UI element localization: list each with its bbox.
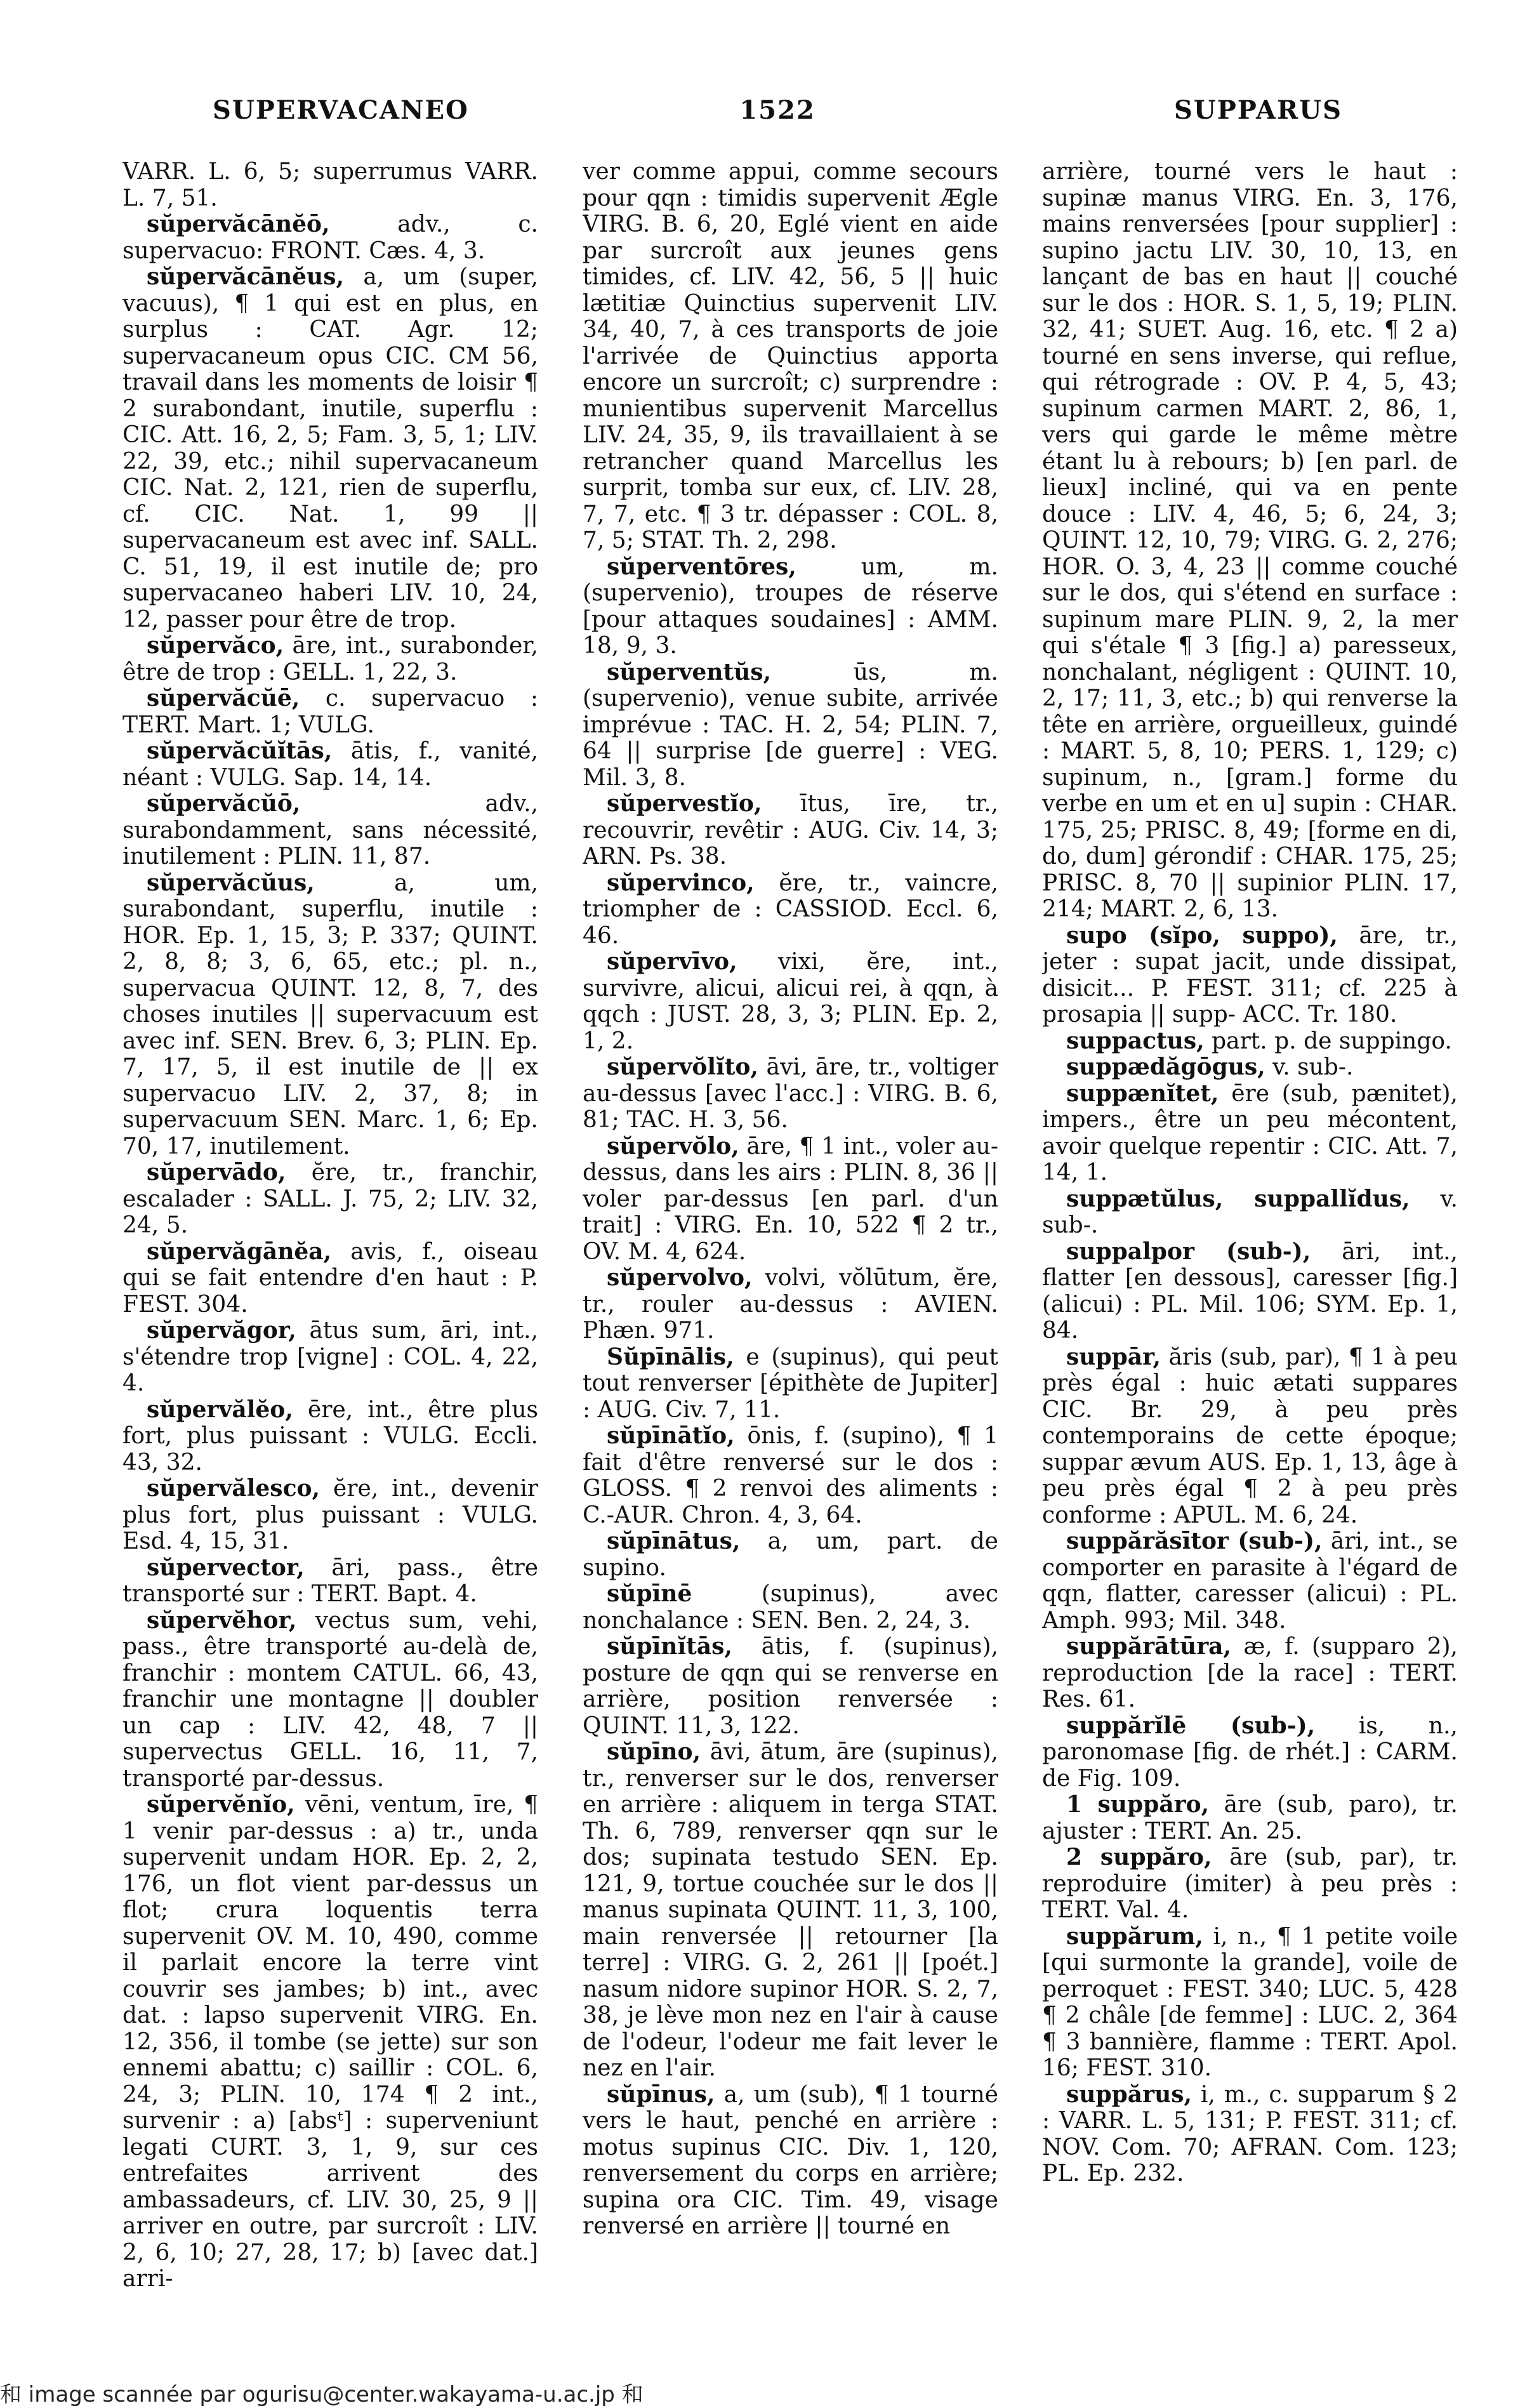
entry-definition: āre, ¶ 1 int., voler au-dessus, dans les airs : PLIN. 8, 36 || voler par-dessus [en parl. d'un trait] : VIRG. En. 10, 522 ¶ 2 tr., OV. M. 4, 624. [583, 1133, 998, 1265]
headword: sŭpīno, [607, 1738, 701, 1765]
entry-definition: ātis, f., vanité, néant : VULG. Sap. 14, 14. [122, 738, 538, 791]
entry-definition: āvi, āre, tr., voltiger au-dessus [avec l'acc.] : VIRG. B. 6, 81; TAC. H. 3, 56. [583, 1054, 998, 1133]
entry-definition: āri, pass., être transporté sur : TERT. Bapt. 4. [122, 1554, 538, 1607]
dictionary-entry [583, 791, 998, 870]
dictionary-entry [583, 1528, 998, 1581]
column-right [1042, 159, 1458, 2298]
entry-definition: (supinus), avec nonchalance : SEN. Ben. 2, 24, 3. [583, 1581, 998, 1634]
headword: sŭperventŭs, [607, 658, 772, 685]
headword: sŭpervăco, [147, 632, 284, 659]
dictionary-entry [122, 1318, 538, 1397]
headword: suppār, [1066, 1343, 1161, 1370]
dictionary-entry [122, 791, 538, 870]
headword: sŭpervăgor, [147, 1317, 296, 1344]
dictionary-entry [1042, 923, 1458, 1028]
dictionary-entry [122, 738, 538, 791]
headword: sŭpīnē [607, 1580, 692, 1607]
headword: sŭpervŏlĭto, [607, 1054, 758, 1080]
entry-definition: um, m. (supervenio), troupes de réserve [pour attaques soudaines] : AMM. 18, 9, 3. [583, 553, 998, 659]
entry-definition: ăris (sub, par), ¶ 1 à peu près égal : huic ætati suppares CIC. Br. 29, à peu près contemporains de cette époque; suppar ævum AUS. Ep. 1, 13, âge à peu près égal ¶ 2 à peu près conforme : APUL. M. 6, 24. [1042, 1344, 1458, 1528]
dictionary-entry [583, 1423, 998, 1528]
entry-definition: āri, int., flatter [en dessous], caresser [fig.] (alicui) : PL. Mil. 106; SYM. Ep. 1, 84. [1042, 1238, 1458, 1344]
dictionary-entry [1042, 1344, 1458, 1529]
headword: suppărus, [1066, 2081, 1192, 2108]
dictionary-entry [1042, 1844, 1458, 1924]
entry-definition: ūs, m. (supervenio), venue subite, arrivée imprévue : TAC. H. 2, 54; PLIN. 7, 64 || surprise [de guerre] : VEG. Mil. 3, 8. [583, 659, 998, 791]
dictionary-entry [583, 159, 998, 554]
headword: sŭpervăcŭē, [147, 685, 300, 711]
dictionary-entry [1042, 159, 1458, 923]
entry-definition: a, um, surabondant, superflu, inutile : HOR. Ep. 1, 15, 3; P. 337; QUINT. 2, 8, 8; 3, 6, 65, etc.; pl. n., supervacua QUINT. 12, 8, 7, des choses inutiles || supervacuum est avec inf. SEN. Brev. 6, 3; PLIN. Ep. 7, 17, 5, il est inutile de || ex supervacuo LIV. 2, 37, 8; in supervacuum SEN. Marc. 1, 6; Ep. 70, 17, inutilement. [122, 870, 538, 1160]
headword: suppărĭlē (sub-), [1066, 1712, 1316, 1739]
headword: sŭpīnus, [607, 2081, 715, 2108]
dictionary-entry [1042, 1528, 1458, 1634]
page-number: 1522 [739, 95, 816, 125]
headword: sŭpervādo, [147, 1159, 286, 1186]
dictionary-entry [122, 1608, 538, 1792]
entry-definition: vēni, ventum, īre, ¶ 1 venir par-dessus : a) tr., unda supervenit undam HOR. Ep. 2, 2, 176, un flot vient par-dessus un flot; crura loquentis terra supervenit OV. M. 10, 490, comme il parlait encore la terre vint couvrir ses jambes; b) int., avec dat. : lapso supervenit VIRG. En. 12, 356, il tombe (se jette) sur son ennemi abattu; c) saillir : COL. 6, 24, 3; PLIN. 10, 174 ¶ 2 int., survenir : a) [absᵗ] : superveniunt legati CURT. 3, 1, 9, sur ces entrefaites arrivent des ambassadeurs, cf. LIV. 30, 25, 9 || arriver en outre, par surcroît : LIV. 2, 6, 10; 27, 28, 17; b) [avec dat.] arri- [122, 1792, 538, 2292]
dictionary-entry [583, 949, 998, 1054]
headword: sŭpervinco, [607, 869, 755, 896]
headword: sŭpīnātĭo, [607, 1422, 735, 1449]
headword: suppætŭlus, suppallĭdus, [1066, 1185, 1410, 1212]
scan-credit: 和 image scannée par ogurisu@center.wakayama-u.ac.jp 和 [0, 2382, 644, 2407]
entry-definition: a, um, part. de supino. [583, 1528, 998, 1581]
headword: suppænĭtet, [1066, 1080, 1219, 1107]
headword: suppædăgōgus, [1066, 1054, 1265, 1080]
dictionary-entry [583, 659, 998, 791]
dictionary-entry [122, 1160, 538, 1239]
headword: suppărātūra, [1066, 1633, 1232, 1660]
entry-definition: āre, int., surabonder, être de trop : GELL. 1, 22, 3. [122, 633, 538, 685]
headword: sŭperventōres, [607, 553, 796, 580]
entry-definition: avis, f., oiseau qui se fait entendre d'en haut : P. FEST. 304. [122, 1238, 538, 1318]
dictionary-entry [1042, 1239, 1458, 1344]
dictionary-entry [122, 1397, 538, 1476]
entry-definition: i, n., ¶ 1 petite voile [qui surmonte la grande], voile de perroquet : FEST. 340; LUC. 5, 428 ¶ 2 châle [de femme] : LUC. 2, 364 ¶ 3 bannière, flamme : TERT. Apol. 16; FEST. 310. [1042, 1923, 1458, 2081]
dictionary-entry [1042, 1186, 1458, 1239]
entry-definition: v. sub-. [1042, 1186, 1458, 1238]
entry-definition: ēre, int., être plus fort, plus puissant : VULG. Eccli. 43, 32. [122, 1396, 538, 1476]
dictionary-entry [583, 1265, 998, 1344]
entry-definition: vixi, ĕre, int., survivre, alicui, alicui rei, à qqn, à qqch : JUST. 28, 3, 3; PLIN. Ep. 2, 1, 2. [583, 949, 998, 1054]
dictionary-entry [1042, 1792, 1458, 1844]
headword: suppărum, [1066, 1922, 1203, 1950]
headword: 2 suppăro, [1066, 1844, 1212, 1870]
dictionary-entry [583, 1581, 998, 1634]
headword: sŭpervector, [147, 1554, 305, 1581]
headword: sŭpervŏlo, [607, 1132, 739, 1160]
dictionary-entry [1042, 1634, 1458, 1713]
headword: sŭpervăcŭō, [147, 790, 301, 817]
headword: sŭpervestĭo, [607, 790, 762, 817]
entry-definition: part. p. de suppingo. [1212, 1028, 1452, 1054]
entry-definition: āre (sub, par), tr. reproduire (imiter) à peu près : TERT. Val. 4. [1042, 1844, 1458, 1923]
dictionary-entry [1042, 1081, 1458, 1186]
dictionary-entry [122, 870, 538, 1160]
column-left [122, 159, 538, 2298]
entry-definition: ĕre, tr., franchir, escalader : SALL. J. 75, 2; LIV. 32, 24, 5. [122, 1160, 538, 1238]
entry-definition: c. supervacuo : TERT. Mart. 1; VULG. [122, 685, 538, 738]
header-last-word: SUPPARUS [1173, 95, 1342, 125]
entry-definition: ātis, f. (supinus), posture de qqn qui se renverse en arrière, position renversée : QUINT. 11, 3, 122. [583, 1634, 998, 1739]
dictionary-entry [583, 870, 998, 949]
headword: sŭpervĕnĭo, [147, 1791, 295, 1818]
entry-definition: adv., c. supervacuo: FRONT. Cæs. 4, 3. [122, 211, 538, 264]
entry-definition: ītus, īre, tr., recouvrir, revêtir : AUG. Civ. 14, 3; ARN. Ps. 38. [583, 791, 998, 870]
headword: suppărăsītor (sub-), [1066, 1528, 1323, 1554]
dictionary-entry [1042, 1924, 1458, 2082]
header-first-word: SUPERVACANEO [213, 95, 469, 125]
entry-definition: āre (sub, paro), tr. ajuster : TERT. An. 25. [1042, 1792, 1458, 1844]
dictionary-entry [122, 264, 538, 633]
dictionary-entry [1042, 1028, 1458, 1055]
entry-definition: āri, int., se comporter en parasite à l'égard de qqn, flatter, caresser (alicui) : PL. Amph. 993; Mil. 348. [1042, 1528, 1458, 1634]
headword: sŭpervăcŭus, [147, 869, 315, 896]
headword: supo (sĭpo, suppo), [1066, 922, 1338, 949]
entry-definition: a, um (sub), ¶ 1 tourné vers le haut, penché en arrière : motus supinus CIC. Div. 1, 120, renversement du corps en arrière; supina ora CIC. Tim. 49, visage renversé en arrière || tourné en [583, 2081, 998, 2239]
headword: sŭpervăcŭĭtās, [147, 738, 333, 764]
running-header [213, 95, 1342, 133]
dictionary-entry [1042, 1054, 1458, 1081]
dictionary-entry [583, 2082, 998, 2240]
dictionary-entry [583, 1054, 998, 1134]
headword: suppactus, [1066, 1027, 1205, 1054]
entry-definition: i, m., c. supparum § 2 : VARR. L. 5, 131; P. FEST. 311; cf. NOV. Com. 70; AFRAN. Com. 123; PL. Ep. 232. [1042, 2081, 1458, 2186]
entry-definition: āre, tr., jeter : supat jacit, unde dissipat, disicit... P. FEST. 311; cf. 225 à prosapia || supp- ACC. Tr. 180. [1042, 922, 1458, 1028]
headword: sŭpervălesco, [147, 1475, 320, 1502]
entry-definition: ver comme appui, comme secours pour qqn : timidis supervenit Ægle VIRG. B. 6, 20, Eglé vient en aide par surcroît aux jeunes gens timides, cf. LIV. 42, 56, 5 || huic lætitiæ Quinctius supervenit LIV. 34, 40, 7, à ces transports de joie l'arrivée de Quinctius apporta encore un surcroît; c) surprendre : munientibus supervenit Marcellus LIV. 24, 35, 9, ils travaillaient à se retrancher quand Marcellus les surprit, tomba sur eux, cf. LIV. 28, 7, 7, etc. ¶ 3 tr. dépasser : COL. 8, 7, 5; STAT. Th. 2, 298. [583, 159, 998, 553]
dictionary-entry [122, 211, 538, 264]
dictionary-entry [583, 554, 998, 659]
dictionary-entry [122, 1555, 538, 1608]
entry-definition: ĕre, int., devenir plus fort, plus puissant : VULG. Esd. 4, 15, 31. [122, 1476, 538, 1554]
dictionary-entry [583, 1634, 998, 1739]
entry-definition: āvi, ātum, āre (supinus), tr., renverser sur le dos, renverser en arrière : aliquem in terga STAT. Th. 6, 789, renverser qqn sur le dos; supinata testudo SEN. Ep. 121, 9, tortue couchée sur le dos || manus supinata QUINT. 11, 3, 100, main renversée || retourner [la terre] : VIRG. G. 2, 261 || [poét.] nasum nidore supinor HOR. S. 2, 7, 38, je lève mon nez en l'air à cause de l'odeur, l'odeur me fait lever le nez en l'air. [583, 1739, 998, 2081]
entry-definition: e (supinus), qui peut tout renverser [épithète de Jupiter] : AUG. Civ. 7, 11. [583, 1344, 998, 1423]
entry-definition: æ, f. (supparo 2), reproduction [de la race] : TERT. Res. 61. [1042, 1634, 1458, 1712]
dictionary-entry [122, 1476, 538, 1555]
entry-definition: ātus sum, āri, int., s'étendre trop [vigne] : COL. 4, 22, 4. [122, 1318, 538, 1396]
dictionary-entry [122, 1239, 538, 1318]
headword: sŭpervălĕo, [147, 1396, 293, 1423]
entry-definition: VARR. L. 6, 5; superrumus VARR. L. 7, 51. [122, 159, 538, 211]
headword: Sŭpīnālis, [607, 1343, 734, 1370]
entry-definition: ēre (sub, pænitet), impers., être un peu mécontent, avoir quelque repentir : CIC. Att. 7, 14, 1. [1042, 1080, 1458, 1186]
headword: suppalpor (sub-), [1066, 1238, 1311, 1265]
entry-definition: ĕre, tr., vaincre, triompher de : CASSIOD. Eccl. 6, 46. [583, 870, 998, 949]
dictionary-entry [583, 1134, 998, 1266]
headword: sŭpīnātus, [607, 1528, 741, 1554]
headword: 1 suppăro, [1066, 1791, 1210, 1818]
entry-definition: a, um (super, vacuus), ¶ 1 qui est en plus, en surplus : CAT. Agr. 12; supervacaneum opus CIC. CM 56, travail dans les moments de loisir ¶ 2 surabondant, inutile, superflu : CIC. Att. 16, 2, 5; Fam. 3, 5, 1; LIV. 22, 39, etc.; nihil supervacaneum CIC. Nat. 2, 121, rien de superflu, cf. CIC. Nat. 1, 99 || supervacaneum est avec inf. SALL. C. 51, 19, il est inutile de; pro supervacaneo haberi LIV. 10, 24, 12, passer pour être de trop. [122, 264, 538, 633]
dictionary-entry [122, 1792, 538, 2292]
headword: sŭpervĕhor, [147, 1606, 297, 1634]
dictionary-entry [122, 633, 538, 685]
dictionary-entry [122, 159, 538, 211]
headword: sŭpervăcānĕō, [147, 211, 330, 237]
dictionary-entry [1042, 2082, 1458, 2187]
headword: sŭpervăgānĕa, [147, 1238, 332, 1265]
dictionary-entry [583, 1739, 998, 2082]
headword: sŭpervăcānĕus, [147, 263, 345, 290]
headword: sŭpīnĭtās, [607, 1633, 732, 1660]
dictionary-entry [583, 1344, 998, 1424]
entry-definition: is, n., paronomase [fig. de rhét.] : CARM. de Fig. 109. [1042, 1712, 1458, 1792]
headword: sŭpervolvo, [607, 1264, 753, 1291]
dictionary-entry [1042, 1713, 1458, 1792]
headword: sŭpervīvo, [607, 948, 737, 975]
entry-definition: vectus sum, vehi, pass., être transporté au-delà de, franchir : montem CATUL. 66, 43, franchir une montagne || doubler un cap : LIV. 42, 48, 7 || supervectus GELL. 16, 11, 7, transporté par-dessus. [122, 1607, 538, 1792]
column-middle [583, 159, 998, 2298]
entry-definition: adv., surabondamment, sans nécessité, inutilement : PLIN. 11, 87. [122, 791, 538, 870]
entry-definition: v. sub-. [1272, 1054, 1354, 1080]
dictionary-entry [122, 685, 538, 738]
entry-definition: volvi, vŏlūtum, ĕre, tr., rouler au-dessus : AVIEN. Phæn. 971. [583, 1265, 998, 1344]
entry-definition: arrière, tourné vers le haut : supinæ manus VIRG. En. 3, 176, mains renversées [pour supplier] : supino jactu LIV. 30, 10, 13, en lançant de bas en haut || couché sur le dos : HOR. S. 1, 5, 19; PLIN. 32, 41; SUET. Aug. 16, etc. ¶ 2 a) tourné en sens inverse, qui reflue, qui rétrograde : OV. P. 4, 5, 43; supinum carmen MART. 2, 86, 1, vers qui garde le même mètre étant lu à rebours; b) [en parl. de lieux] incliné, qui va en pente douce : LIV. 4, 46, 5; 6, 24, 3; QUINT. 12, 10, 79; VIRG. G. 2, 276; HOR. O. 3, 4, 23 || comme couché sur le dos, qui s'étend en surface : supinum mare PLIN. 9, 2, la mer qui s'étale ¶ 3 [fig.] a) paresseux, nonchalant, négligent : QUINT. 10, 2, 17; 11, 3, etc.; b) qui renverse la tête en arrière, orgueilleux, guindé : MART. 5, 8, 10; PERS. 1, 129; c) supinum, n., [gram.] forme du verbe en um et en u] supin : CHAR. 175, 25; PRISC. 8, 49; [forme en di, do, dum] gérondif : CHAR. 175, 25; PRISC. 8, 70 || supinior PLIN. 17, 214; MART. 2, 6, 13. [1042, 159, 1458, 922]
entry-definition: ōnis, f. (supino), ¶ 1 fait d'être renversé sur le dos : GLOSS. ¶ 2 renvoi des aliments : C.-AUR. Chron. 4, 3, 64. [583, 1423, 998, 1528]
